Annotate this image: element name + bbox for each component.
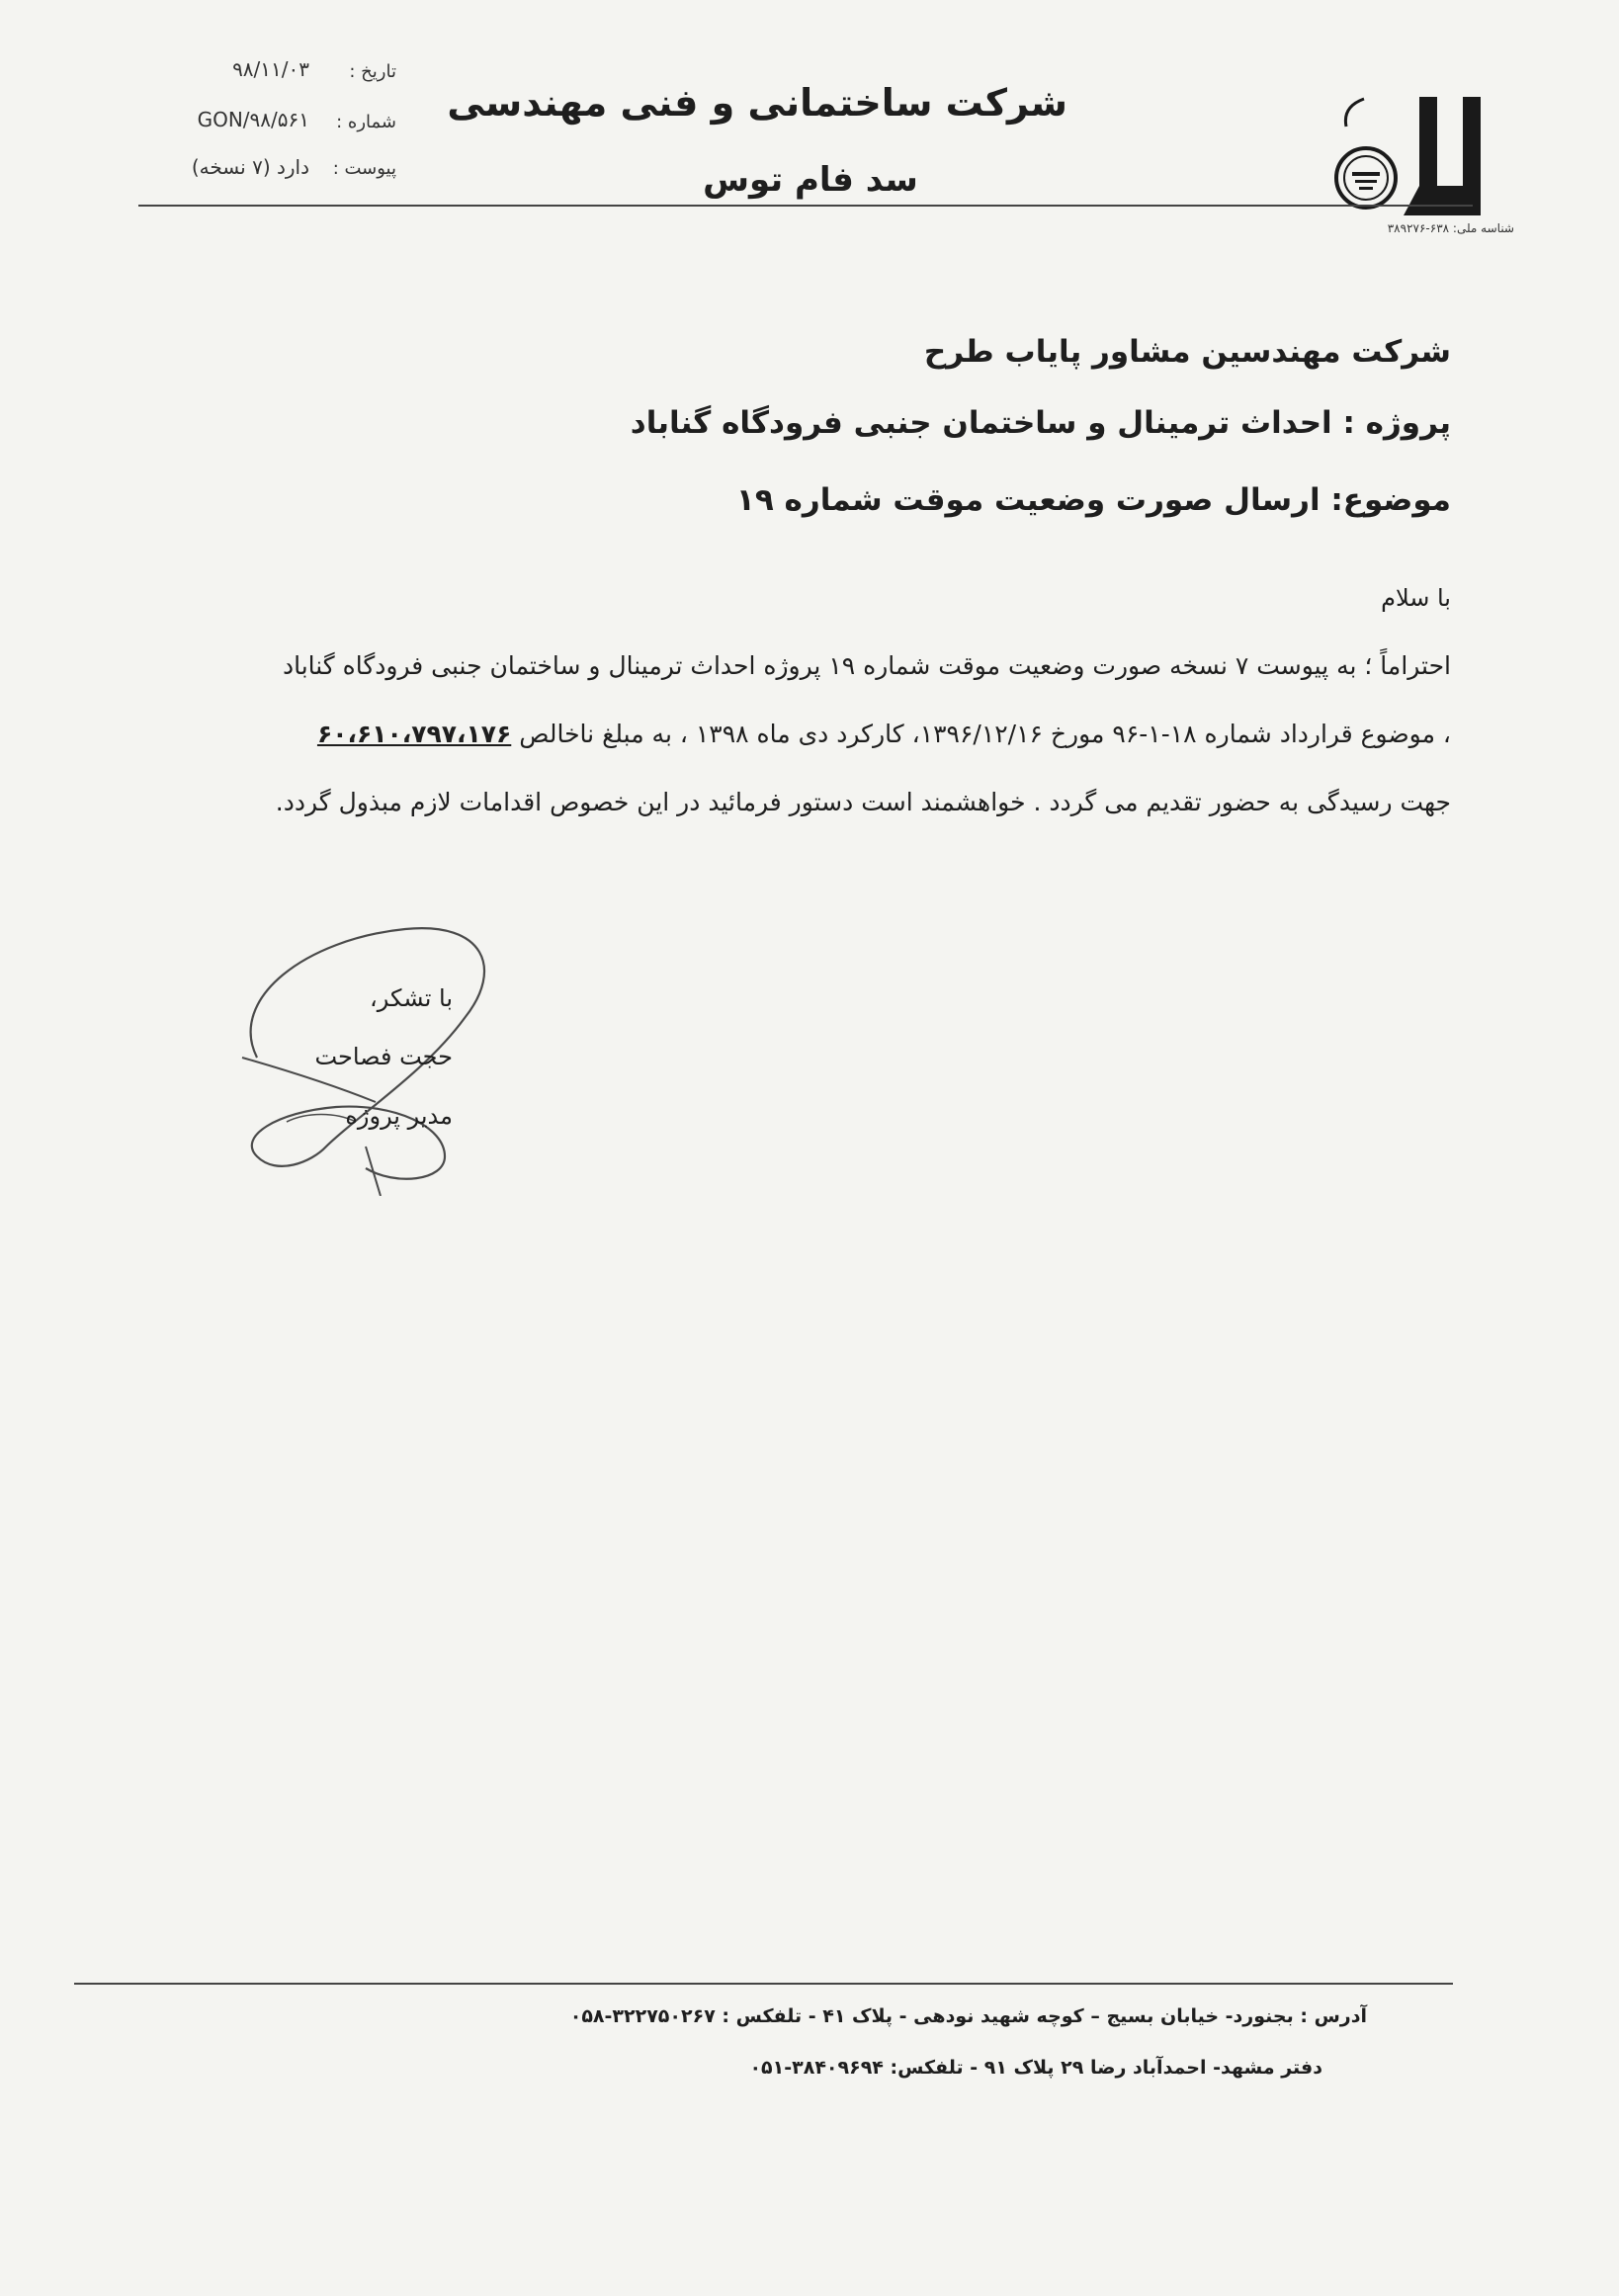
header-divider (138, 205, 1473, 207)
footer-office: دفتر مشهد- احمدآباد رضا ۲۹ پلاک ۹۱ - تلفکس: ۳۸۴۰۹۶۹۴-۰۵۱ (749, 2057, 1322, 2079)
number-value: GON/۹۸/۵۶۱ (197, 108, 309, 131)
attachment-label: پیوست : (332, 158, 396, 179)
net-amount: ۶۰،۶۱۰،۷۹۷،۱۷۶ (316, 720, 512, 748)
attachment-value: دارد (۷ نسخه) (191, 155, 309, 179)
footer-address: آدرس : بجنورد- خیابان بسیج – کوچه شهید نودهی - پلاک ۴۱ - تلفکس : ۳۲۲۷۵۰۲۶۷-۰۵۸ (569, 2005, 1367, 2027)
footer-divider (74, 1983, 1453, 1985)
body-line-1: احتراماً ؛ به پیوست ۷ نسخه صورت وضعیت موقت شماره ۱۹ پروژه احداث ترمینال و ساختمان جنبی فرودگاه گناباد (282, 651, 1451, 680)
date-value: ۹۸/۱۱/۰۳ (232, 57, 309, 81)
greeting: با سلام (1381, 584, 1451, 612)
body-line-2 (317, 720, 1451, 748)
company-name: شرکت ساختمانی و فنی مهندسی (447, 81, 1067, 125)
recipient: شرکت مهندسین مشاور پایاب طرح (923, 334, 1451, 370)
logo-id-caption: شناسه ملی: ۶۳۸-۳۸۹۲۷۶ (1387, 221, 1514, 235)
company-logo (1324, 87, 1522, 245)
body-line-3: جهت رسیدگی به حضور تقدیم می گردد . خواهشمند است دستور فرمائید در این خصوص اقدامات لازم مبذول گردد. (275, 788, 1451, 816)
signature-closing: با تشکر، (370, 984, 453, 1012)
number-label: شماره : (336, 112, 396, 132)
signature-title: مدیر پروژه (345, 1102, 453, 1130)
body-line-2-text: ، موضوع قرارداد شماره ۱۸-۱-۹۶ مورخ ۱۳۹۶/۱۲/۱۶، کارکرد دی ماه ۱۳۹۸ ، به مبلغ ناخالص (519, 720, 1451, 748)
company-subname: سد فام توس (703, 160, 918, 200)
date-label: تاریخ : (349, 61, 396, 82)
signature-name: حجت فصاحت (314, 1043, 453, 1070)
subject-line: موضوع: ارسال صورت وضعیت موقت شماره ۱۹ (735, 482, 1451, 518)
project-line: پروژه : احداث ترمینال و ساختمان جنبی فرودگاه گناباد (630, 405, 1451, 441)
